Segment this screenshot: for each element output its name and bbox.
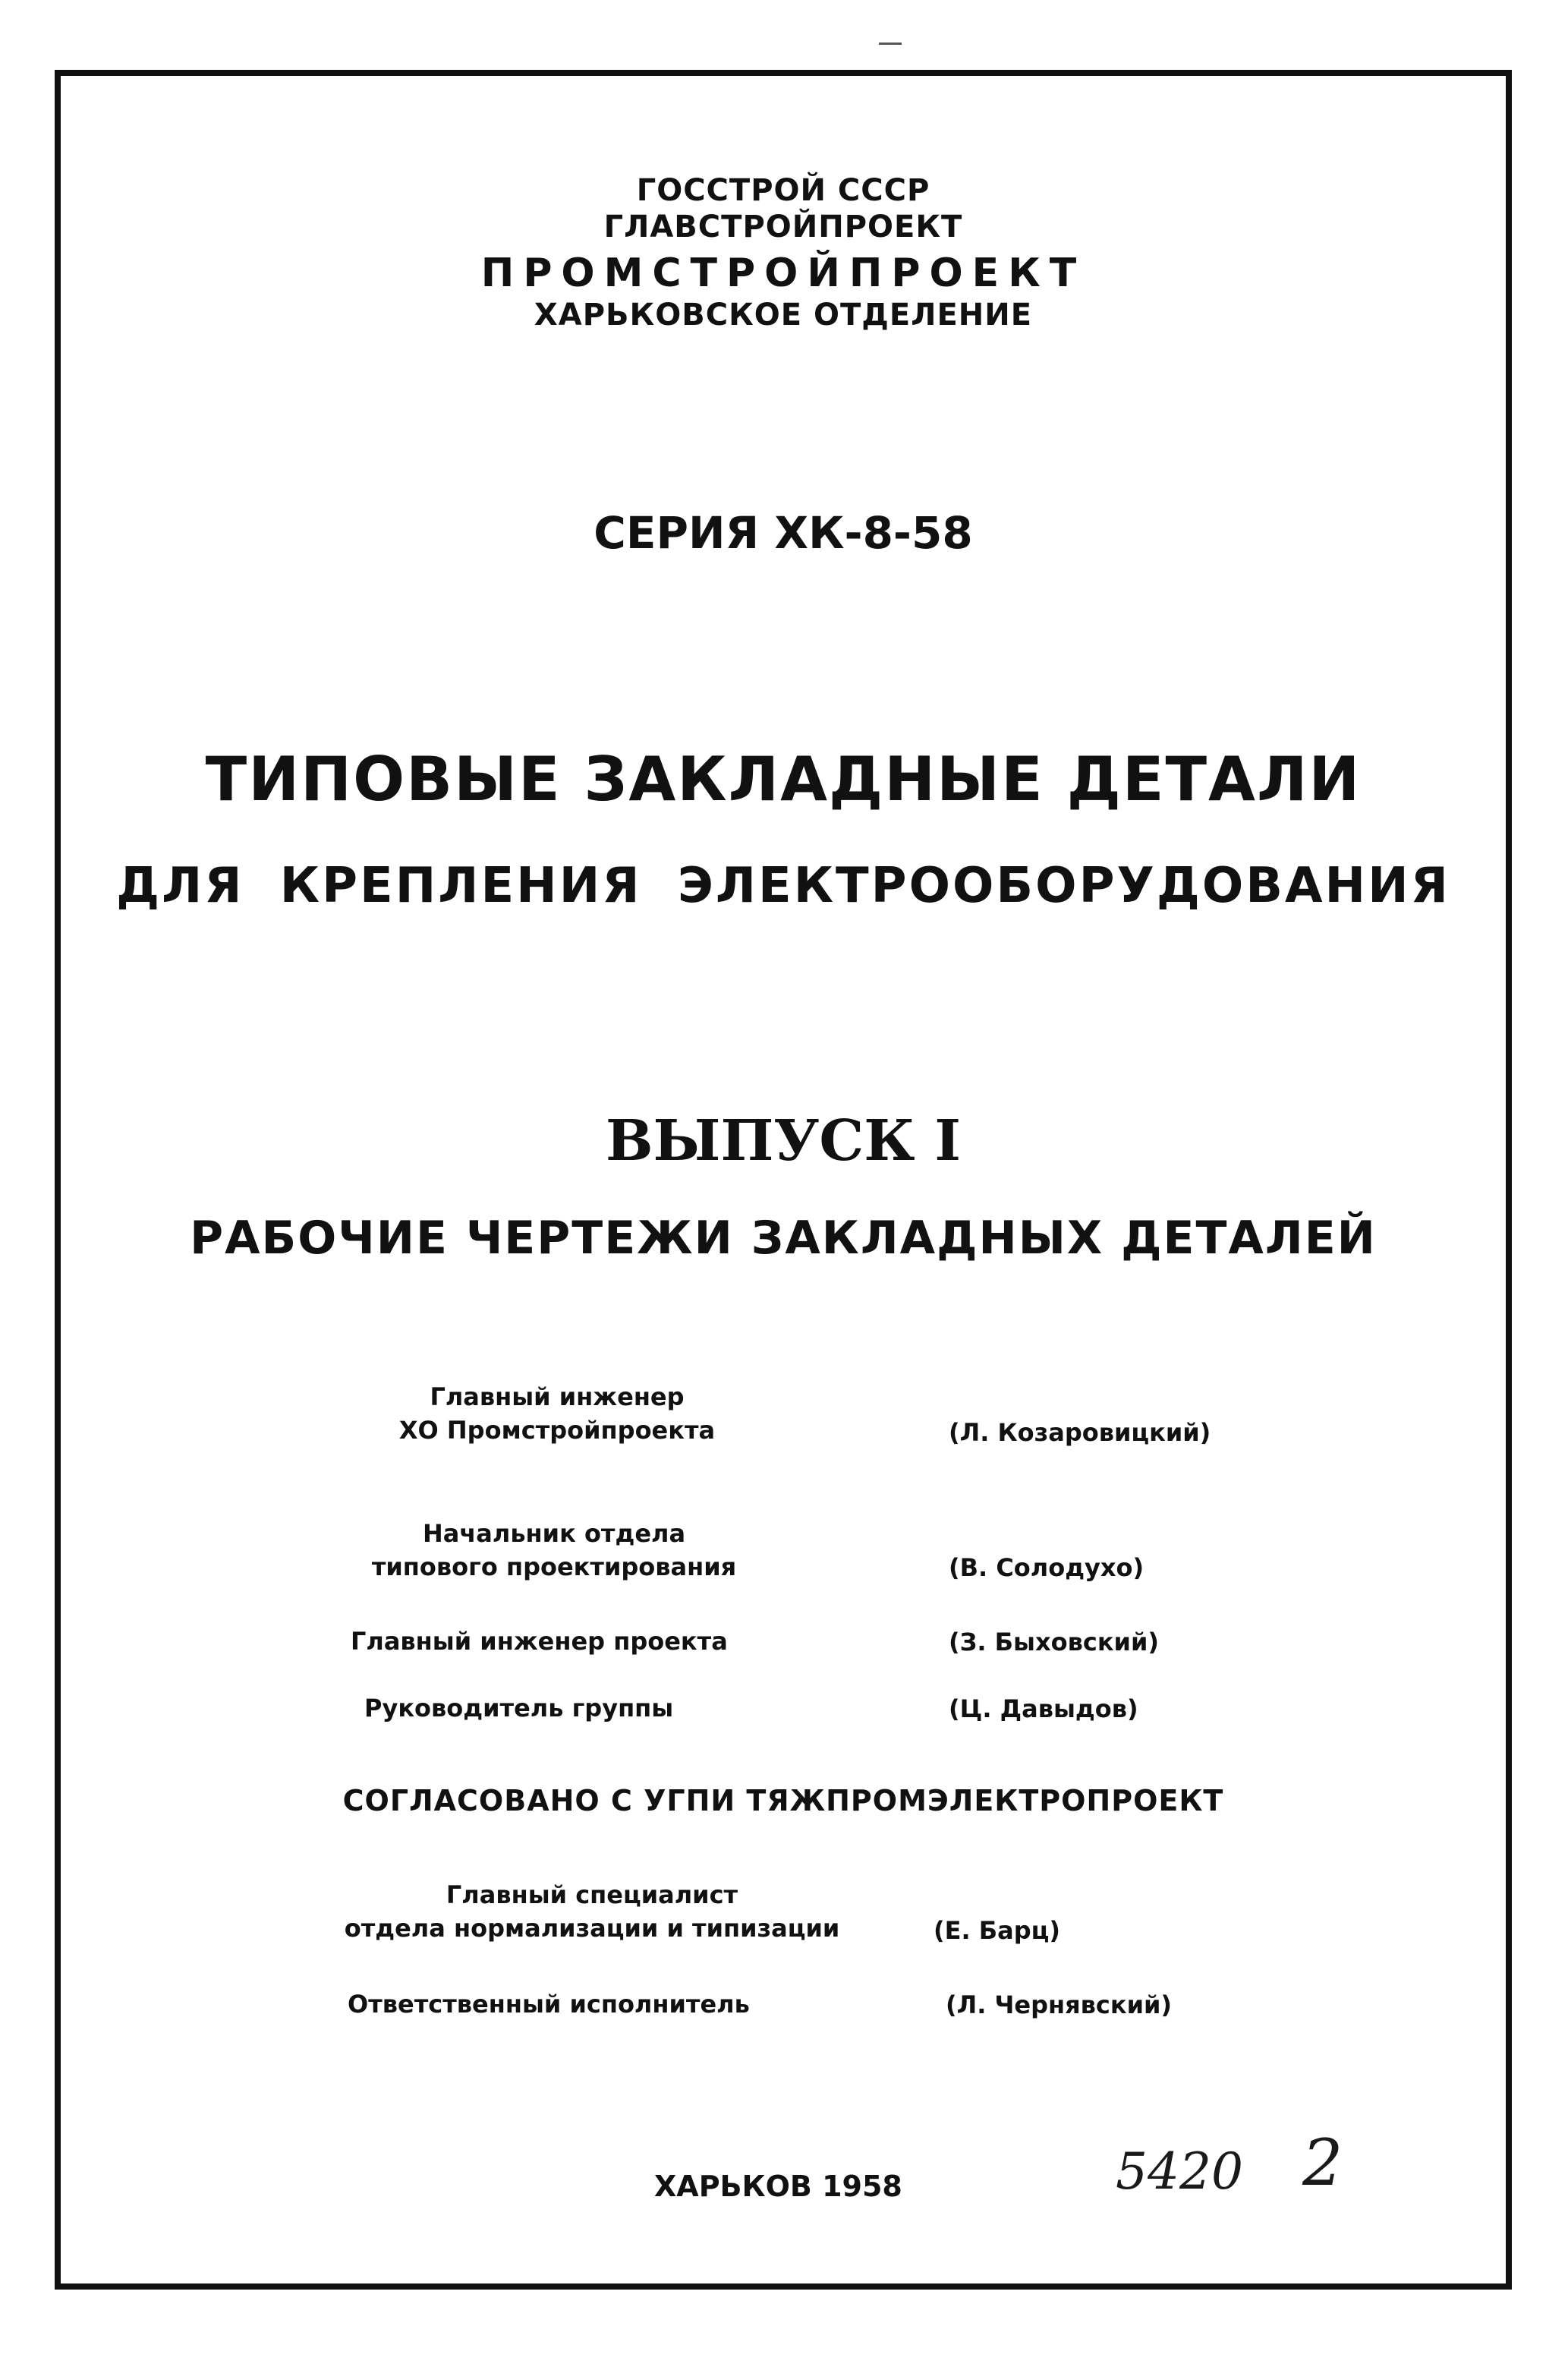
signatory-role-line: отдела нормализации и типизации [344,1914,840,1943]
signatory-name: (В. Солодухо) [949,1553,1145,1582]
signatory-role-line: Главный инженер [430,1382,685,1411]
signatory-role-line: Ответственный исполнитель [348,1990,750,2019]
title-page-frame [55,70,1512,2290]
agreed-signatory-role [319,1878,865,1945]
agreed-signatory-role [348,1987,750,2021]
signatory-role-line: Главный инженер проекта [351,1627,728,1656]
agreement-heading: СОГЛАСОВАНО С УГПИ ТЯЖПРОМЭЛЕКТРОПРОЕКТ [342,1784,1224,1817]
signatory-role-line: Руководитель группы [364,1694,674,1722]
main-title: ТИПОВЫЕ ЗАКЛАДНЫЕ ДЕТАЛИ [205,744,1362,815]
scan-mark [879,43,902,45]
signatory-role-line: Главный специалист [446,1880,738,1909]
agreed-signatory-name: (Л. Чернявский) [946,1990,1173,2019]
signatory-role [319,1517,789,1584]
signatory-name: (З. Быховский) [949,1628,1160,1656]
signatory-role [364,1691,673,1725]
issue-label: ВЫПУСК I [606,1108,961,1174]
signatory-role [337,1380,777,1447]
series-code: СЕРИЯ ХК-8-58 [594,507,973,559]
signatory-name: (Л. Козаровицкий) [949,1418,1211,1447]
org-glavstroyproekt: ГЛАВСТРОЙПРОЕКТ [603,210,963,244]
signatory-role-line: Начальник отдела [422,1519,686,1548]
signatory-role-line: ХО Промстройпроекта [398,1416,716,1445]
main-subtitle: ДЛЯ КРЕПЛЕНИЯ ЭЛЕКТРООБОРУДОВАНИЯ [116,858,1450,914]
handwritten-page-number: 2 [1302,2126,1343,2200]
signatory-role [351,1625,728,1658]
org-gosstroy: ГОССТРОЙ СССР [636,173,930,208]
handwritten-inventory-number: 5420 [1116,2142,1243,2201]
signatory-name: (Ц. Давыдов) [949,1694,1138,1723]
org-kharkov-branch: ХАРЬКОВСКОЕ ОТДЕЛЕНИЕ [534,298,1033,333]
signatory-role-line: типового проектирования [371,1552,737,1581]
city-year: ХАРЬКОВ 1958 [654,2170,902,2203]
issue-subtitle: РАБОЧИЕ ЧЕРТЕЖИ ЗАКЛАДНЫХ ДЕТАЛЕЙ [190,1212,1377,1265]
org-promstroyproekt: ПРОМСТРОЙПРОЕКТ [480,251,1086,296]
agreed-signatory-name: (Е. Барц) [934,1916,1061,1945]
